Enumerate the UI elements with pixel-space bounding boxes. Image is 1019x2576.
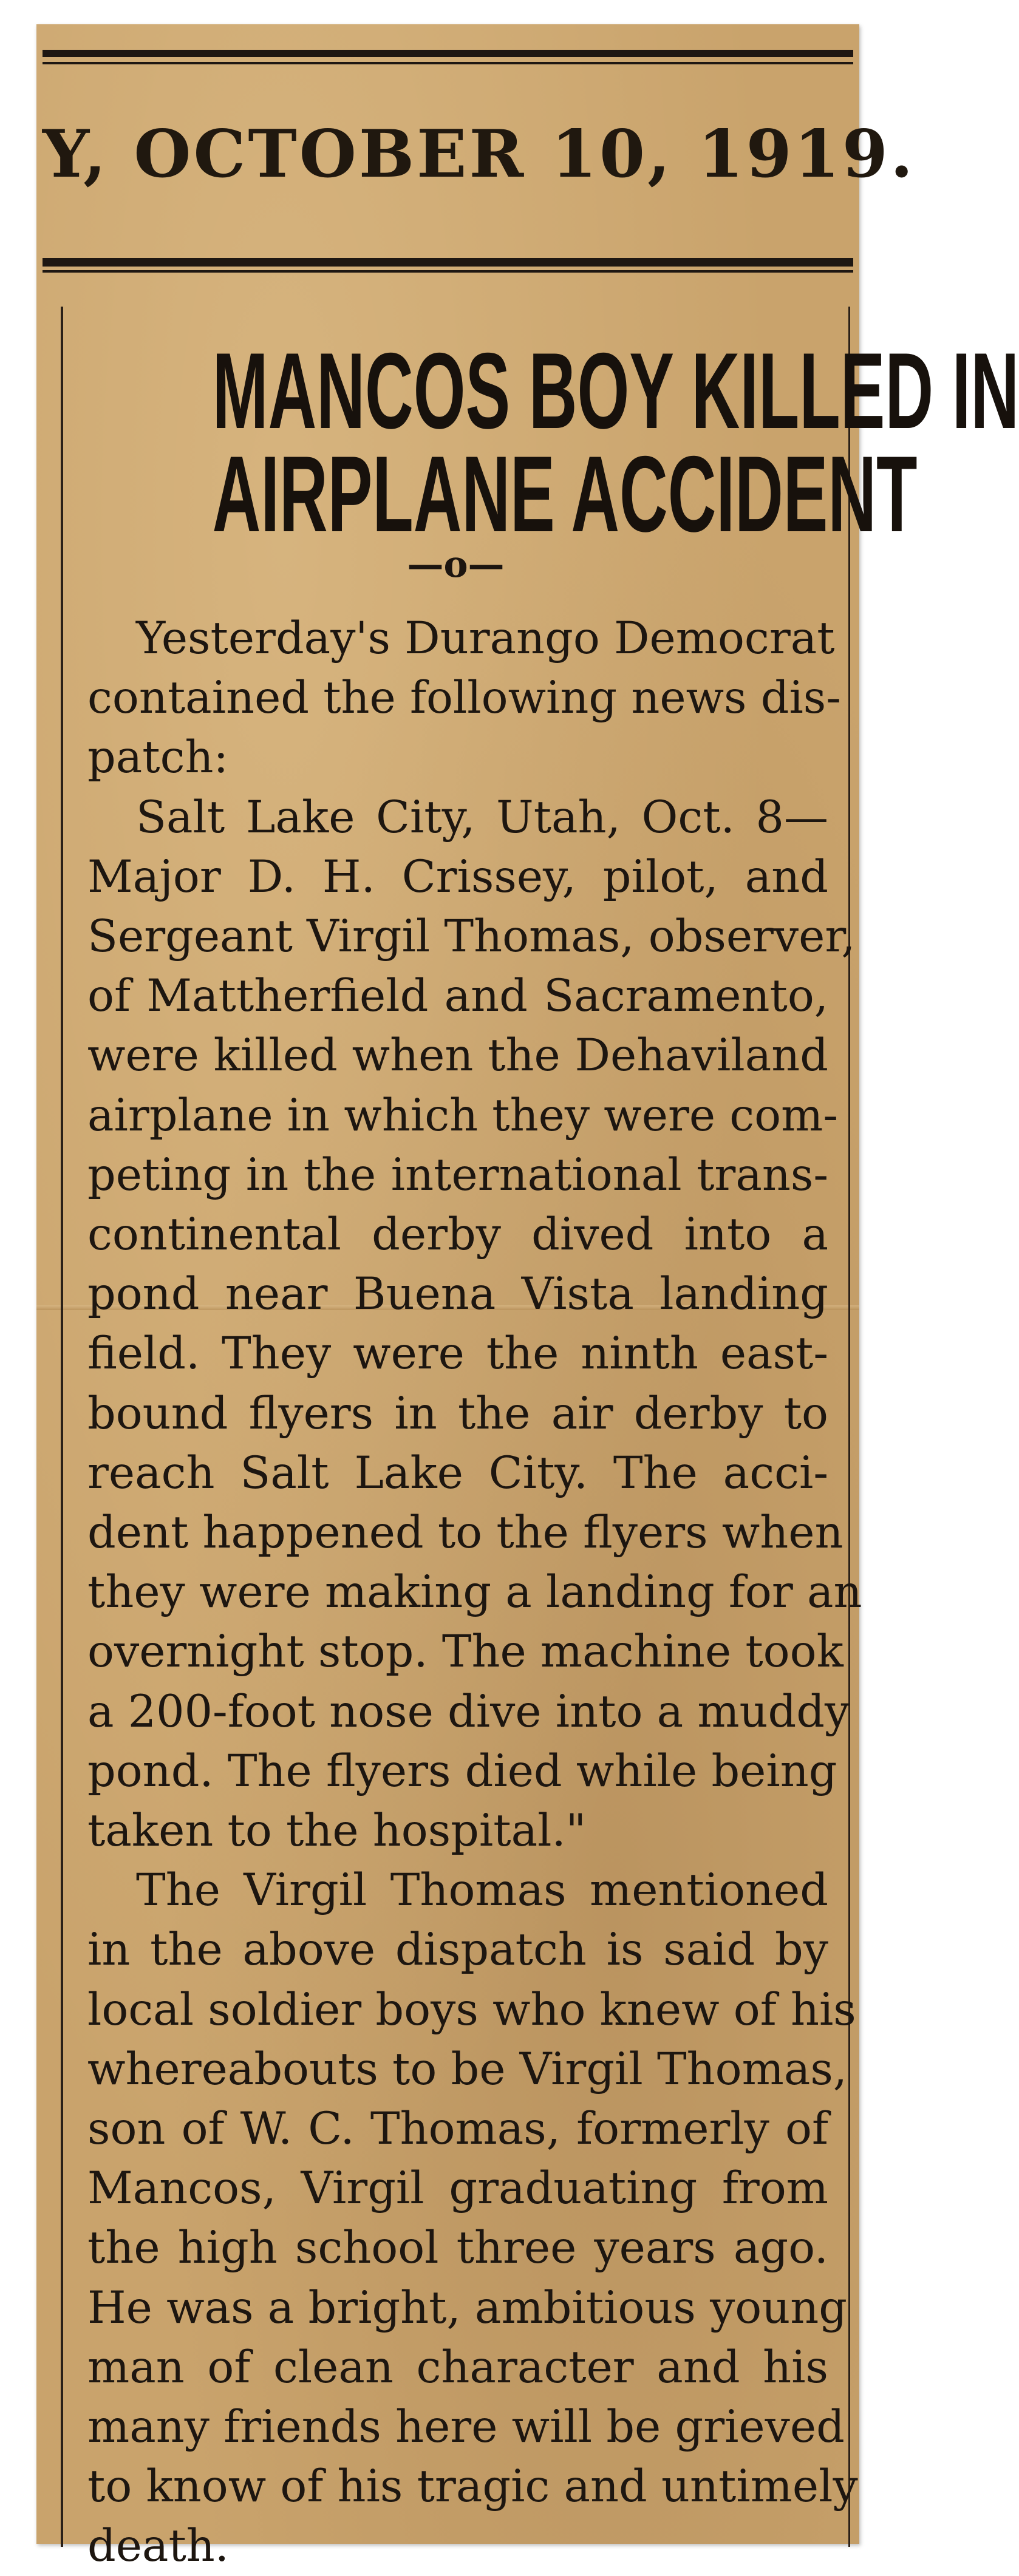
article-line: death.: [87, 2520, 230, 2572]
article-line: local soldier boys who knew of his: [87, 1984, 856, 2036]
top-rule: [43, 50, 853, 57]
article-line: bound flyers in the air derby to: [87, 1388, 828, 1439]
article-line: reach Salt Lake City. The acci-: [87, 1447, 828, 1499]
article-line: son of W. C. Thomas, formerly of: [87, 2103, 828, 2155]
article-line: continental derby dived into a: [87, 1209, 828, 1260]
article-column: [61, 307, 1019, 2572]
article-line: pond. The flyers died while being: [87, 1745, 837, 1797]
article-line: were killed when the Dehaviland: [87, 1030, 828, 1081]
article-line: contained the following news dis-: [87, 672, 841, 724]
article-line: peting in the international trans-: [87, 1149, 828, 1201]
article-line: man of clean character and his: [87, 2342, 828, 2393]
headline-line-2: AIRPLANE ACCIDENT: [212, 433, 918, 554]
article-line: overnight stop. The machine took: [87, 1626, 843, 1677]
section-divider: —o—: [407, 543, 505, 586]
article-line: taken to the hospital.": [87, 1805, 587, 1857]
article-line: Salt Lake City, Utah, Oct. 8—: [136, 792, 828, 843]
article-line: The Virgil Thomas mentioned: [136, 1864, 828, 1916]
masthead-rule-thin: [43, 270, 853, 273]
article-line: airplane in which they were com-: [87, 1090, 839, 1141]
article-line: a 200-foot nose dive into a muddy: [87, 1686, 850, 1738]
article-line: to know of his tragic and untimely: [87, 2461, 858, 2512]
masthead-rule: [43, 258, 853, 267]
article-line: He was a bright, ambitious young: [87, 2282, 848, 2334]
article-line: Mancos, Virgil graduating from: [87, 2163, 828, 2214]
article-line: Sergeant Virgil Thomas, observer,: [87, 911, 856, 962]
article-line: whereabouts to be Virgil Thomas,: [87, 2044, 848, 2095]
article-line: Yesterday's Durango Democrat: [136, 613, 835, 664]
article-line: Major D. H. Crissey, pilot, and: [87, 851, 828, 903]
article-line: dent happened to the flyers when: [87, 1507, 843, 1558]
article-line: pond near Buena Vista landing: [87, 1268, 828, 1320]
masthead-date: Y, OCTOBER 10, 1919.: [43, 116, 916, 192]
article-line: in the above dispatch is said by: [87, 1924, 828, 1976]
newspaper-clipping: [36, 24, 1019, 2572]
article-line: of Mattherfield and Sacramento,: [87, 970, 828, 1022]
article-line: field. They were the ninth east-: [87, 1328, 828, 1379]
top-rule-thin: [43, 62, 853, 64]
article-line: patch:: [87, 732, 229, 783]
article-line: the high school three years ago.: [87, 2222, 828, 2274]
headline-line-1: MANCOS BOY KILLED IN: [212, 330, 1019, 451]
article-line: many friends here will be grieved: [87, 2401, 845, 2453]
article-line: they were making a landing for an: [87, 1566, 862, 1618]
